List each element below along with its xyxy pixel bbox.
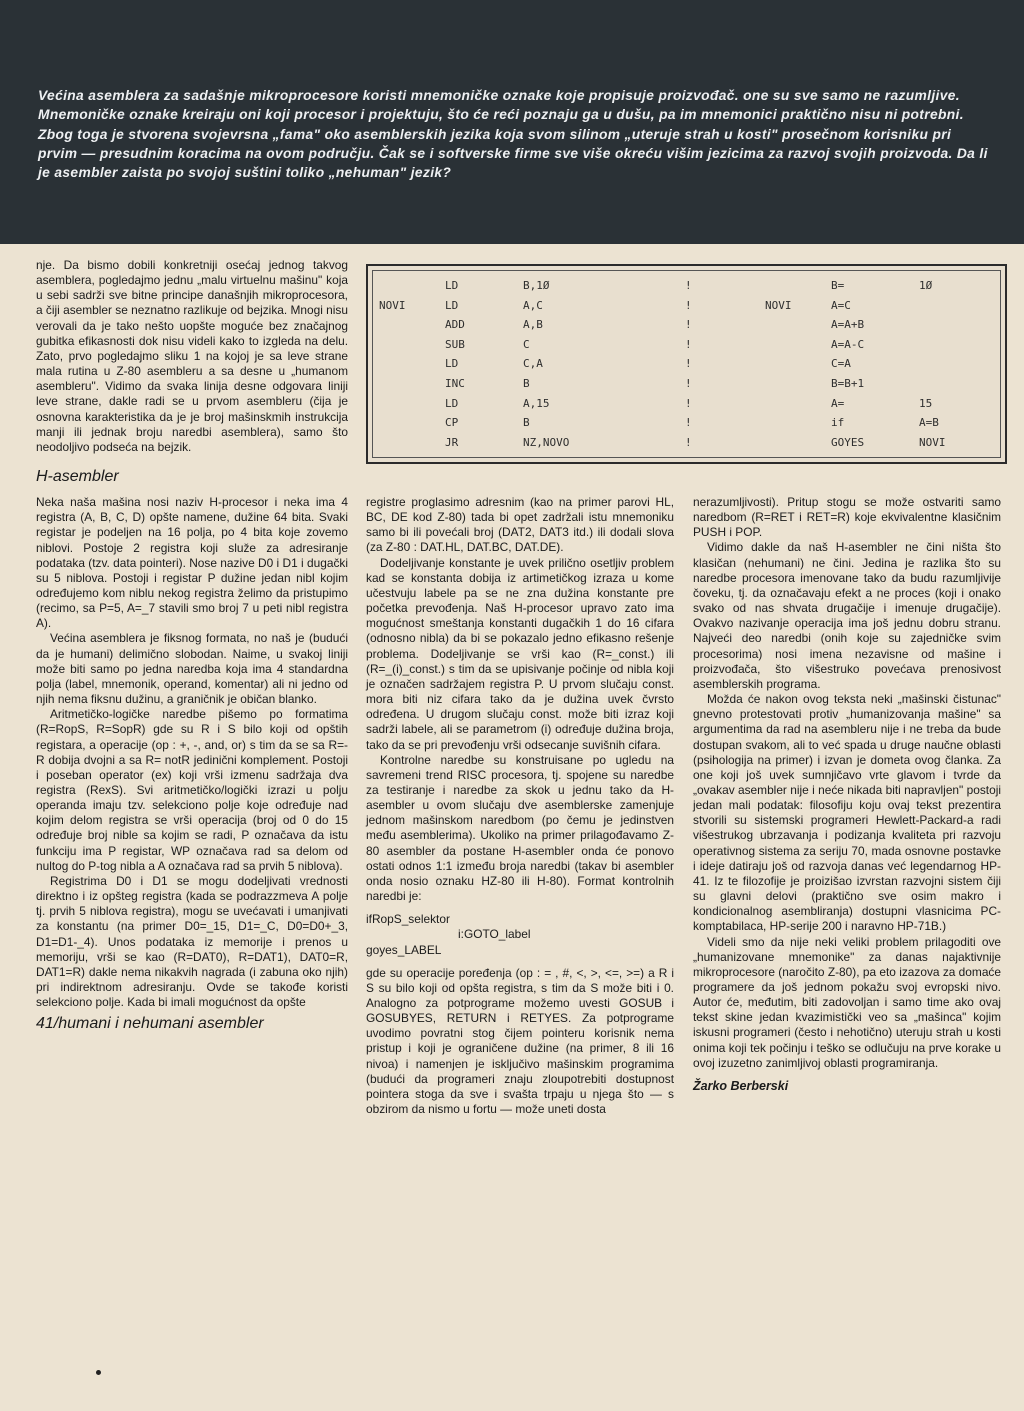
code-cell-val: NOVI [919, 435, 946, 449]
code-cell-bang: ! [685, 318, 692, 332]
code-cell-op: LD [445, 279, 459, 292]
code-cell-bang: ! [685, 377, 692, 390]
code-row [373, 397, 1000, 415]
code-cell-val: 15 [919, 396, 933, 410]
code-cell-label: NOVI [379, 298, 406, 312]
paragraph: gde su operacije poređenja (op : = , #, <, >, <=, >=) a R i S su bilo koji od opšta registra, s tim da S može biti i 0. Analogno za potprograme možemo uvesti GOSUB i GOSUBYES, RETURN i RETYES. Za potprograme uvodimo povratni stog čijem pointeru korisnik nema pristup i koji je ograničene dužine (na primer, 8 ili 16 nivoa) i namenjen je isključivo mašinskim programima (budući da programeri znaju zloupotrebiti dostupnost pointera stoga da sve i svašta trpaju u njega što — s obzirom da nismo u fortu — može uneti dosta [366, 965, 674, 1117]
code-format-line: i:GOTO_label [458, 927, 531, 942]
code-row [373, 279, 1000, 297]
page-footer: 41/humani i nehumani asembler [36, 1015, 264, 1033]
code-row [373, 338, 1000, 356]
code-cell-desc: B=B+1 [831, 377, 865, 390]
intro-banner [0, 0, 1024, 244]
code-listing-frame [372, 270, 1001, 458]
code-cell-args: B [523, 416, 530, 430]
code-cell-args: C,A [523, 357, 543, 371]
column-middle [366, 495, 674, 1117]
code-row [373, 357, 1000, 375]
author-name: Žarko Berberski [693, 1078, 789, 1093]
code-cell-op: LD [445, 357, 459, 371]
column-left [36, 258, 348, 1032]
code-cell-op: ADD [445, 318, 465, 332]
code-cell-desc: A=C [831, 298, 851, 312]
code-cell-op: JR [445, 435, 459, 449]
code-cell-args: B,1Ø [523, 279, 550, 292]
code-row [373, 377, 1000, 395]
column-right [693, 495, 1001, 1094]
code-row [373, 436, 1000, 454]
paragraph: nje. Da bismo dobili konkretniji osećaj jednog takvog asemblera, pogledajmo jednu „malu virtuelnu mašinu" koja u sebi sadrži sve bitne principe današnjih mikroprocesora, a čiji asembler se neznatno razlikuje od bejzika. Mnogi nisu verovali da je tako nešto uopšte moguće bez značajnog gubitka efikasnosti dok nisu videli kako to izgleda na delu. Zato, prvo pogledajmo sliku 1 na kojoj je sa leve strane mala rutina u Z-80 asembleru a sa desne u „humanom asembleru". Vidimo da svaka linija desne odgovara liniji leve strane, dakle radi se u prvom asembleru (čija je osnovna karakteristika da je je broj mašinskmih instrukcija manji ili jednak broju naredbi asemblera), samo što neodoljivo podseća na bejzik. [36, 258, 348, 454]
code-cell-bang: ! [685, 298, 692, 312]
code-cell-desc: A=A-C [831, 337, 865, 351]
code-row [373, 318, 1000, 336]
code-cell-op: LD [445, 396, 459, 410]
paragraph: nerazumljivosti). Pritup stogu se može ostvariti samo naredbom (R=RET i RET=R) koje ekvivalentne klasičnim PUSH i POP. [693, 495, 1001, 540]
code-cell-desc: C=A [831, 357, 851, 371]
code-cell-bang: ! [685, 396, 692, 410]
code-cell-op: LD [445, 298, 459, 312]
ink-dot [96, 1370, 101, 1375]
paragraph: Možda će nakon ovog teksta neki „mašinski čistunac" gnevno protestovati protiv „humanizovanja mašine" sa argumentima da rad na asembleru nije i ne treba da bude dostupan svakom, ali to već spada u druge naučne oblasti (psihologija na primer) i izvan je dometa ovog članka. Za one koji još uvek sumnjičavo vrte glavom i tvrde da „ovakav asembler nije i neće nikada biti napravljen" postoji jedan mali podatak: filosofiju koju ovaj tekst prezentira stvorili su sistemski programeri Hewlett-Packard-a radi višestrukog ubrzavanja i podizanja kvaliteta pri razvoju operativnog sistema za seriju 70, mada osnovne postavke i ideje datiraju još od razvoja danas već legendarnog HP-41. Iz te filozofije je proizišao izvrstan razvojni sistem čiji su glavni delovi (praktično sve osim makro i kondicionalnog asembliranja) dostupni vlasnicima PC-komptabilaca, HP-serije 200 i naravno HP-71B.) [693, 692, 1001, 934]
intro-text: Većina asemblera za sadašnje mikroprocesore koristi mnemoničke oznake koje propisuje proizvođač. one su sve samo ne razumljive. Mnemoničke oznake kreiraju oni koji procesor i projektuju, što će reći poznaju ga u dušu, pa im mnemonici praktično nisu ni potrebni. Zbog toga je stvorena svojevrsna „fama" oko asemblerskih jezika koja svom silinom „uteruje strah u kosti" prosečnom korisniku pri prvim — presudnim koracima na ovom području. Čak se i softverske firme sve više okreću višim jezicima za razvoj svojih proizvoda. Da li je asembler zaista po svojoj suštini toliko „nehuman" jezik? [38, 88, 988, 181]
paragraph: Aritmetičko-logičke naredbe pišemo po formatima (R=RopS, R=SopR) gde su R i S bilo koji od opštih registara, a operacije (op : +, -, and, or) s tim da se sa R=-R dobija dvojni a sa R= notR jedinični komplement. Postoji i poseban operator (ex) koji vrši izmenu sadržaja dva registra (RexS). Svi aritmetičko/logički izrazi u polju operanda imaju tzv. selekciono polje koje određuje nad kojim delom registra se vrši operacija (broj od 0 do 15 određuje broj nible sa kojim se radi, P označava da istu funkciju ima P registar, WP označava rad sa delom od nultog do P-tog nibla a A označava rad sa prvih 5 niblova). [36, 707, 348, 873]
code-cell-args: A,15 [523, 396, 550, 410]
code-format-line: goyes_LABEL [366, 942, 442, 957]
code-cell-bang: ! [685, 416, 692, 430]
code-cell-op: SUB [445, 337, 465, 351]
code-cell-bang: ! [685, 435, 692, 449]
code-cell-label2: NOVI [765, 298, 792, 312]
code-cell-val: A=B [919, 416, 939, 430]
code-cell-args: B [523, 377, 530, 390]
paragraph: Registrima D0 i D1 se mogu dodeljivati vrednosti direktno i iz opšteg registra (kada se podrazzmeva A polje tj. prvih 5 niblova registra), mogu se uvećavati i umanjivati za konstantu (na primer D0=_15, D1=_C, D0=D0+_3, D1=D1-_4). Unos podataka iz memorije i prenos u memoriju, vrši se kao (R=DAT0), R=DAT1), DAT0=R, DAT1=R) dakle nema nikakvih nagrada (i zabuna oko njih) pri indirektnom adresiranju. Ovde se takođe koristi selekciono polje. Kada bi imali mogućnost da opšte [36, 873, 348, 1010]
paragraph: Neka naša mašina nosi naziv H-procesor i neka ima 4 registra (A, B, C, D) opšte namene, dužine 64 bita. Svaki registar je podeljen na 16 polja, po 4 bita koje zovemo niblovi. Postoje 2 registra koji služe za adresiranje podataka (tzv. data pointeri). Nose nazive D0 i D1 i dugački su 5 niblova. Postoji i registar P dužine jedan nibl kojim određujemo kom niblu nekog registra želimo da pristupimo (recimo, sa P=5, A=_7 stavili smo broj 7 u peti nibl registra A). [36, 495, 348, 631]
code-cell-desc: GOYES [831, 435, 865, 449]
paragraph: Vidimo dakle da naš H-asembler ne čini ništa što klasičan (nehumani) ne čini. Jedina je razlika što su naredbe procesora imenovane tako da budu razumljivije čoveku, tj. da označavaju efekt a ne proces (koji i onako svako od nas shvata drugačije i imenuje drugačije). Ovakvo nazivanje operacija ima još jednu dobru stranu. Najveći deo naredbi (onih koje su zajedničke svim procesorima) nosi imena nezavisne od mašine i proizvođača, što višestruko povećava prenosivost asemblerskih programa. [693, 540, 1001, 691]
code-row [373, 416, 1000, 434]
code-format-line: ifRopS_selektor [366, 912, 450, 927]
code-cell-desc: A=A+B [831, 318, 865, 332]
paragraph: Većina asemblera je fiksnog formata, no naš je (budući da je humani) delimično slobodan. Naime, u svakoj liniji može biti samo po jedna naredba koja ima 4 standardna polja (label, mnemonik, operand, komentar) ali ni jedno od njih nema fiksnu dužinu, a graničnik je običan blanko. [36, 631, 348, 707]
code-cell-args: NZ,NOVO [523, 435, 570, 449]
code-listing [366, 264, 1007, 464]
code-cell-args: A,C [523, 298, 543, 312]
code-cell-bang: ! [685, 357, 692, 371]
code-cell-desc: B= [831, 279, 845, 292]
code-cell-bang: ! [685, 337, 692, 351]
code-row [373, 299, 1000, 317]
code-cell-op: CP [445, 416, 459, 430]
code-cell-bang: ! [685, 279, 692, 292]
code-cell-op: INC [445, 377, 465, 390]
code-cell-args: C [523, 337, 530, 351]
section-heading: H-asembler [36, 468, 119, 486]
code-cell-desc: if [831, 416, 845, 430]
paragraph: registre proglasimo adresnim (kao na primer parovi HL, BC, DE kod Z-80) tada bi opet zadržali istu mnemoniku samo bi ili povećali broj (DAT2, DAT3 itd.) ili dodali slova (za Z-80 : DAT.HL, DAT.BC, DAT.DE). [366, 495, 674, 555]
code-cell-val: 1Ø [919, 279, 933, 292]
code-cell-desc: A= [831, 396, 845, 410]
paragraph: Dodeljivanje konstante je uvek prilično osetljiv problem kad se konstanta dobija iz artimetičkog izraza u kome učestvuju labele pa se ne zna dužina konstante pre početka prevođenja. Naš H-procesor upravo zato ima mogućnost smeštanja konstanti dugačkih 1 do 16 cifara (odnosno nibla) da bi se pokazalo jedno efikasno rešenje problema. Dodeljivanje se vrši kao (R=_const.) ili (R=_(i)_const.) s tim da se upisivanje počinje od nibla koji je označen sadržajem registra P. U prvom slučaju const. mora biti niz cifara tako da je dužina uvek čvrsto određena. U drugom slučaju const. može biti izraz koji sadrži labele, ali se parametrom (i) određuje dužina broja, tako da se pri prevođenju vrši odsecanje suvišnih cifara. [366, 555, 674, 752]
code-cell-args: A,B [523, 318, 543, 332]
paragraph: Kontrolne naredbe su konstruisane po ugledu na savremeni trend RISC procesora, tj. spojene su naredbe za testiranje i naredbe za skok u jednu tako da H-asembler u ovom slučaju dve asemblerske zamenjuje jednom mašinskom naredbom (po čemu je jedinstven među asemblerima). Ukoliko na primer prilagođavamo Z-80 asembler da postane H-asembler onda će ponovo ostati odnos 1:1 između broja naredbi (takav bi asembler onda nosio oznaku HZ-80 ili H-80). Format kontrolnih naredbi je: [366, 752, 674, 904]
paragraph: Videli smo da nije neki veliki problem prilagoditi ove „humanizovane mnemonike" za danas najaktivnije mikroprocesore (naročito Z-80), pa eto izazova za domaće programere da još jednom pokažu svoj evropski nivo. Autor će, međutim, biti zadovoljan i samo time ako ovaj tekst skine jedan kvazimistički veo sa „mašinca" kojim iskusni programeri (često i nehotično) uteruju strah u kosti onima koji tek počinju i teško se odlučuju na prve korake u ovoj izuzetno zanimljivoj oblasti programiranja. [693, 934, 1001, 1070]
